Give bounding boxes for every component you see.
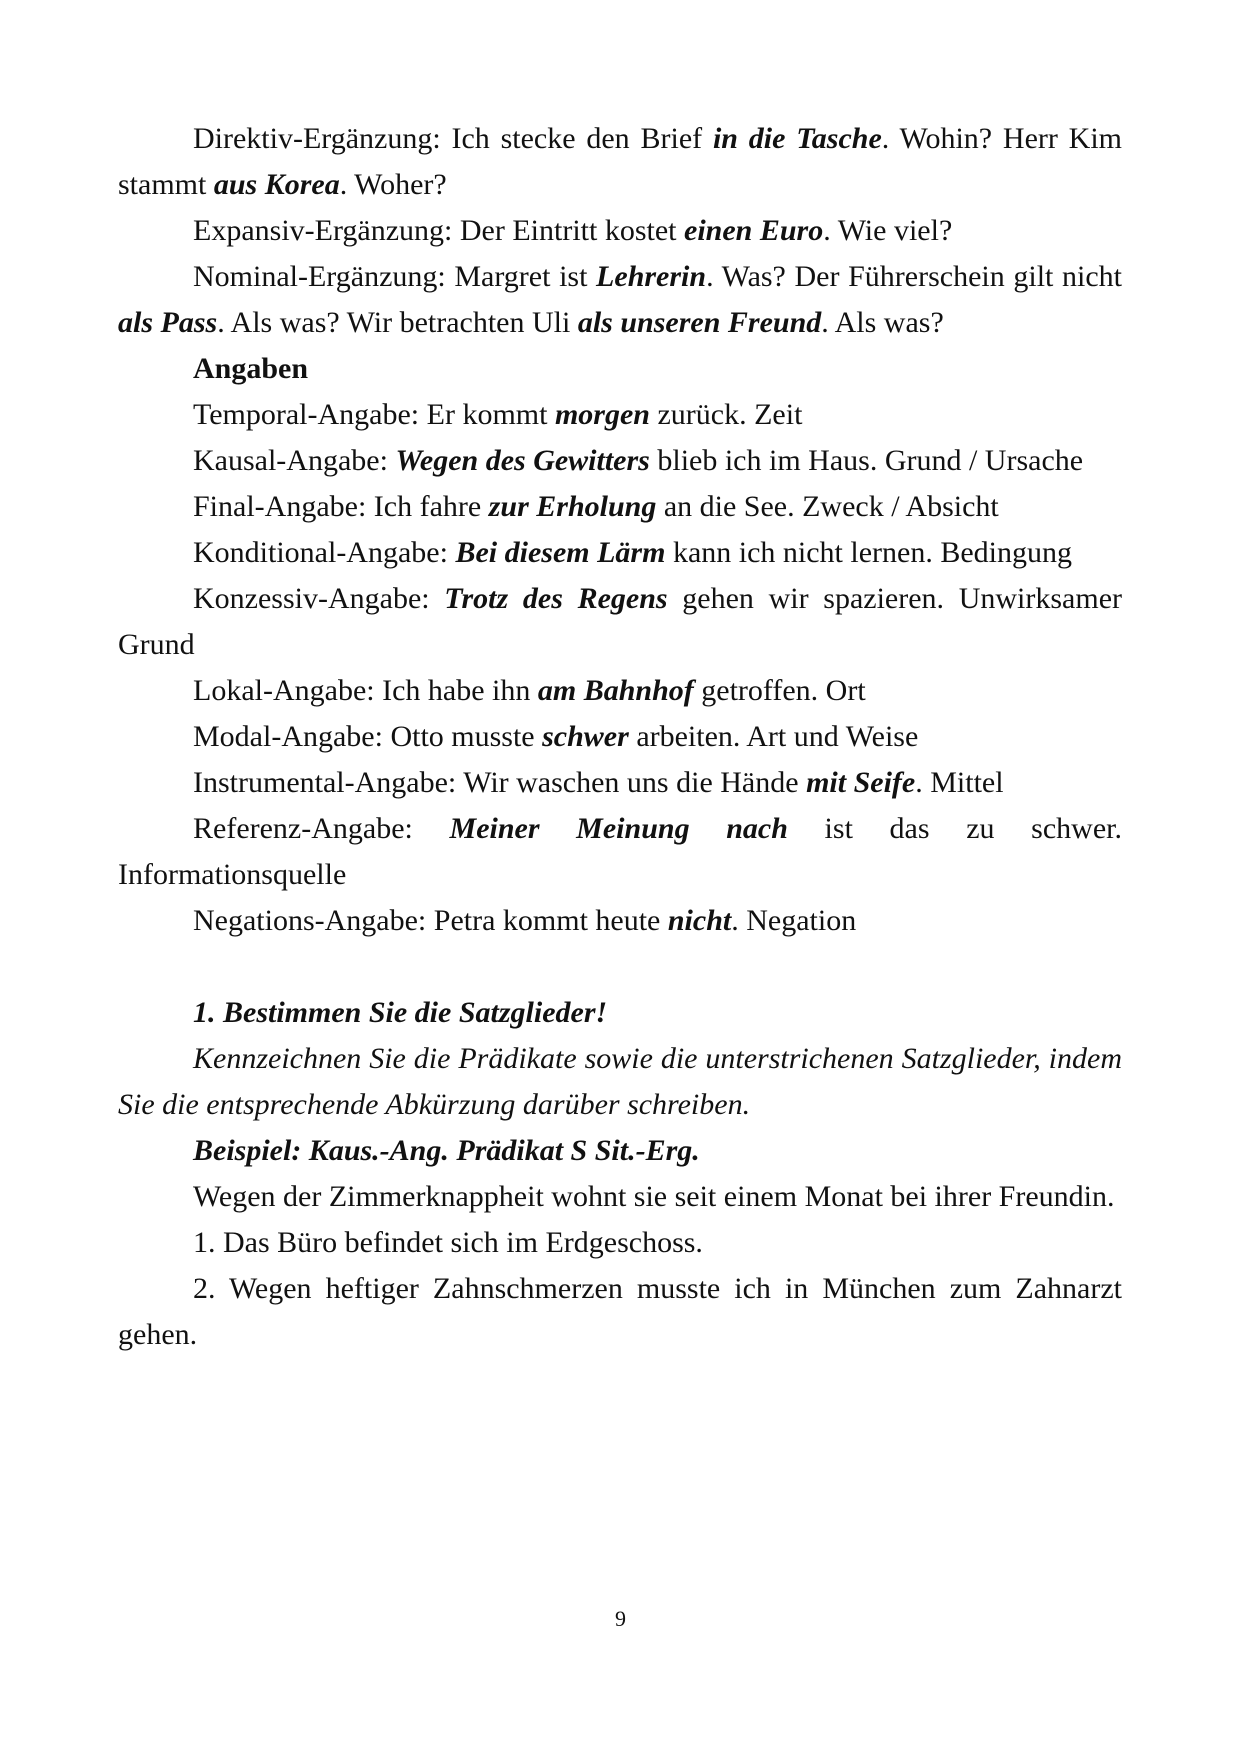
page-number: 9	[615, 1606, 626, 1631]
temporal-example: morgen	[554, 398, 650, 431]
lokal-pre: Lokal-Angabe: Ich habe ihn	[193, 674, 538, 707]
exercise-example-label: Beispiel: Kaus.-Ang. Prädikat S Sit.-Erg.	[193, 1134, 700, 1167]
konditional-pre: Konditional-Angabe:	[193, 536, 456, 569]
referenz-example: Meiner Meinung nach	[449, 812, 788, 845]
konditional-post: kann ich nicht lernen. Bedingung	[665, 536, 1073, 569]
nominal-example-2: als Pass	[118, 306, 218, 339]
nominal-text-tail: . Als was?	[821, 306, 944, 339]
nominal-text-mid-2: . Als was? Wir betrachten Uli	[217, 306, 578, 339]
referenz-post: ist das zu schwer. Informationsquelle	[118, 812, 1122, 891]
exercise-title: 1. Bestimmen Sie die Satzglieder!	[193, 996, 608, 1029]
nominal-text-mid-1: . Was? Der Führerschein gilt nicht	[706, 260, 1122, 293]
temporal-post: zurück. Zeit	[649, 398, 803, 431]
kausal-angabe	[118, 438, 1122, 484]
kausal-post: blieb ich im Haus. Grund / Ursache	[649, 444, 1084, 477]
konditional-angabe	[118, 530, 1122, 576]
exercise-example-sentence: Wegen der Zimmerknappheit wohnt sie seit einem Monat bei ihrer Freundin.	[193, 1180, 1115, 1213]
instrumental-angabe	[118, 760, 1122, 806]
direktiv-example-1: in die Tasche	[712, 122, 882, 155]
instrumental-example: mit Seife	[806, 766, 916, 799]
angaben-heading: Angaben	[193, 352, 309, 385]
direktiv-example-2: aus Korea	[213, 168, 340, 201]
nominal-erganzung	[118, 254, 1122, 346]
direktiv-text-tail: . Woher?	[339, 168, 447, 201]
final-angabe	[118, 484, 1122, 530]
exercise-instruction: Kennzeichnen Sie die Prädikate sowie die unterstrichenen Satzglieder, indem Sie die entsprechende Abkürzung darüber schreiben.	[118, 1042, 1122, 1121]
modal-pre: Modal-Angabe: Otto musste	[193, 720, 543, 753]
konzessiv-pre: Konzessiv-Angabe:	[193, 582, 445, 615]
kausal-pre: Kausal-Angabe:	[193, 444, 396, 477]
modal-angabe	[118, 714, 1122, 760]
nominal-text: Nominal-Ergänzung: Margret ist	[193, 260, 597, 293]
modal-example: schwer	[542, 720, 629, 753]
expansiv-text: Expansiv-Ergänzung: Der Eintritt kostet	[193, 214, 685, 247]
referenz-pre: Referenz-Angabe:	[193, 812, 450, 845]
temporal-pre: Temporal-Angabe: Er kommt	[193, 398, 555, 431]
konditional-example: Bei diesem Lärm	[455, 536, 666, 569]
negations-angabe	[118, 898, 1122, 944]
kausal-example: Wegen des Gewitters	[395, 444, 650, 477]
nominal-example-1: Lehrerin	[596, 260, 707, 293]
exercise-item-1: 1. Das Büro befindet sich im Erdgeschoss.	[193, 1226, 703, 1259]
nominal-example-3: als unseren Freund	[577, 306, 822, 339]
expansiv-example: einen Euro	[684, 214, 824, 247]
final-post: an die See. Zweck / Absicht	[656, 490, 999, 523]
konzessiv-post: gehen wir spazieren. Unwirksamer Grund	[118, 582, 1123, 661]
negation-post: . Negation	[731, 904, 857, 937]
lokal-angabe	[118, 668, 1122, 714]
lokal-example: am Bahnhof	[537, 674, 694, 707]
expansiv-text-tail: . Wie viel?	[823, 214, 953, 247]
instrumental-pre: Instrumental-Angabe: Wir waschen uns die Hände	[193, 766, 807, 799]
expansiv-erganzung	[118, 208, 1122, 254]
modal-post: arbeiten. Art und Weise	[628, 720, 919, 753]
final-pre: Final-Angabe: Ich fahre	[193, 490, 489, 523]
negation-pre: Negations-Angabe: Petra kommt heute	[193, 904, 668, 937]
final-example: zur Erholung	[488, 490, 657, 523]
direktiv-text-mid: . Wohin? Herr Kim stammt	[118, 122, 1122, 201]
lokal-post: getroffen. Ort	[693, 674, 866, 707]
section-spacer	[118, 944, 1122, 990]
konzessiv-angabe	[118, 576, 1122, 668]
document-page	[118, 116, 1122, 1358]
exercise-item-2: 2. Wegen heftiger Zahnschmerzen musste ich in München zum Zahnarzt gehen.	[118, 1272, 1122, 1351]
referenz-angabe	[118, 806, 1122, 898]
negation-example: nicht	[667, 904, 732, 937]
konzessiv-example: Trotz des Regens	[444, 582, 668, 615]
instrumental-post: . Mittel	[915, 766, 1004, 799]
temporal-angabe	[118, 392, 1122, 438]
direktiv-text: Direktiv-Ergänzung: Ich stecke den Brief	[193, 122, 713, 155]
direktiv-erganzung	[118, 116, 1122, 208]
